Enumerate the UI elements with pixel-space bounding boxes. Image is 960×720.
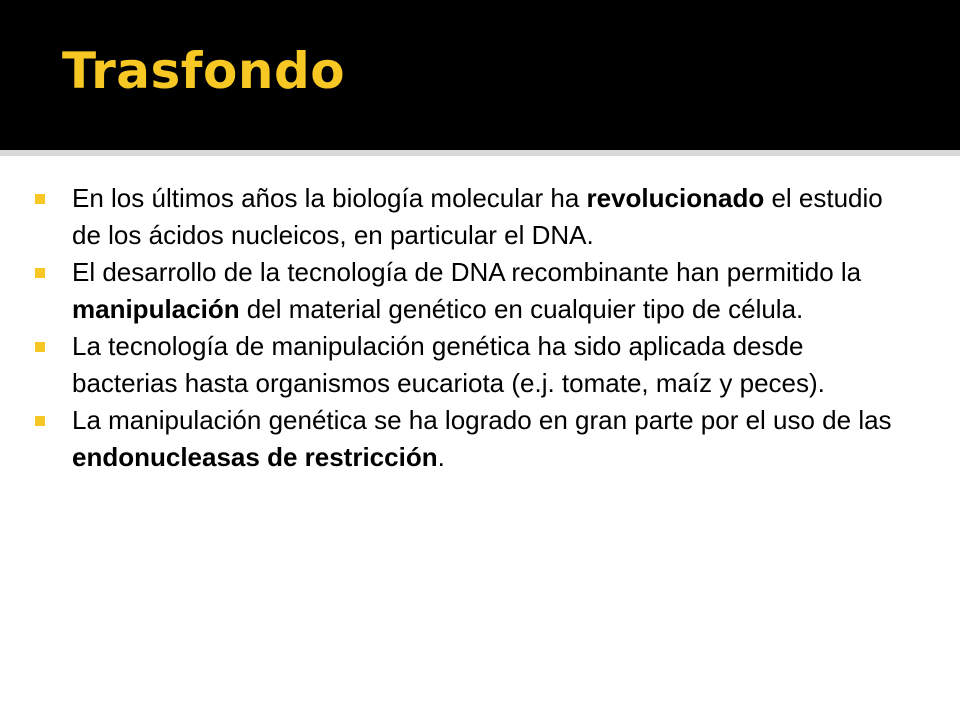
slide-title: Trasfondo (62, 42, 346, 100)
bullet-text: La tecnología de manipulación genética ha sido aplicada desde bacterias hasta organismos eucariota (e.j. tomate, maíz y peces). (72, 331, 825, 398)
bullet-text: El desarrollo de la tecnología de DNA recombinante han permitido la (72, 257, 862, 287)
bullet-text: . (437, 442, 445, 472)
square-bullet-icon (35, 268, 45, 278)
bullet-emphasis: revolucionado (586, 183, 765, 213)
bullet-item (72, 180, 892, 254)
bullet-text: La manipulación genética se ha logrado en gran parte por el uso de las (72, 405, 892, 435)
bullet-item (72, 402, 892, 476)
square-bullet-icon (35, 194, 45, 204)
square-bullet-icon (35, 342, 45, 352)
square-bullet-icon (35, 416, 45, 426)
bullet-text: En los últimos años la biología molecular ha (72, 183, 587, 213)
bullet-emphasis: endonucleasas de restricción (72, 442, 438, 472)
bullet-item (72, 254, 892, 328)
bullet-text: del material genético en cualquier tipo de célula. (239, 294, 804, 324)
bullet-item (72, 328, 892, 402)
bullet-emphasis: manipulación (72, 294, 240, 324)
bullet-list (0, 180, 960, 476)
bullet-text: el estudio de los ácidos nucleicos, en particular el DNA. (72, 183, 883, 250)
title-divider (0, 150, 960, 156)
